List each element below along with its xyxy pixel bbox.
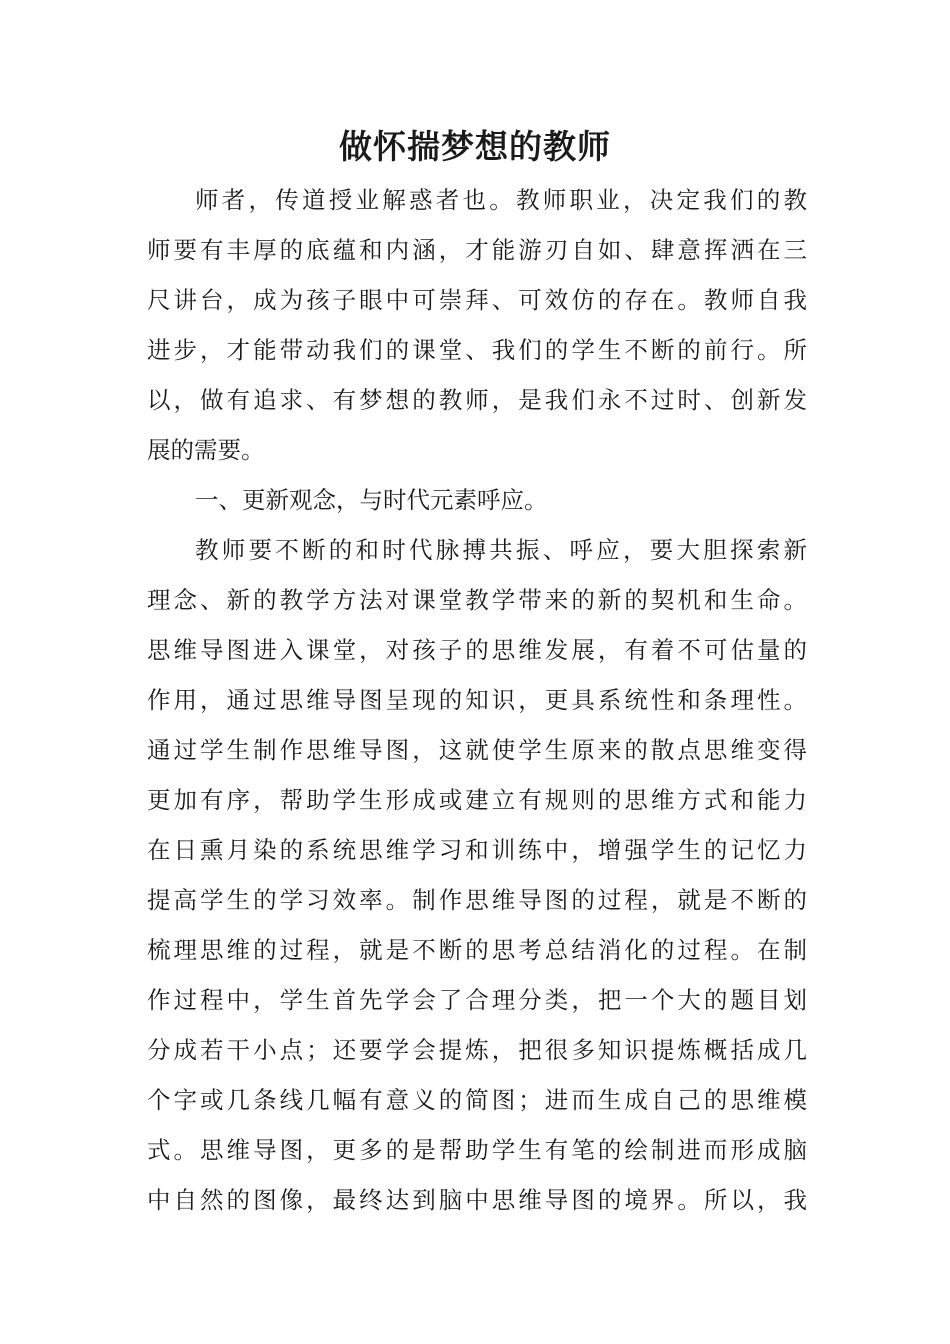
paragraph-line: 中自然的图像，最终达到脑中思维导图的境界。所以，我 — [147, 1186, 807, 1214]
section-heading: 一、更新观念，与时代元素呼应。 — [195, 486, 548, 514]
paragraph-line: 作用，通过思维导图呈现的知识，更具系统性和条理性。 — [147, 686, 807, 714]
paragraph-line: 师要有丰厚的底蕴和内涵，才能游刃自如、肆意挥洒在三 — [147, 236, 807, 264]
paragraph-line: 教师要不断的和时代脉搏共振、呼应，要大胆探索新 — [195, 536, 807, 564]
paragraph-line: 师者，传道授业解惑者也。教师职业，决定我们的教 — [195, 186, 807, 214]
paragraph-line: 以，做有追求、有梦想的教师，是我们永不过时、创新发 — [147, 386, 807, 414]
paragraph-line: 思维导图进入课堂，对孩子的思维发展，有着不可估量的 — [147, 636, 807, 664]
paragraph-line: 在日熏月染的系统思维学习和训练中，增强学生的记忆力 — [147, 836, 807, 864]
paragraph-line: 提高学生的学习效率。制作思维导图的过程，就是不断的 — [147, 886, 807, 914]
paragraph-line: 理念、新的教学方法对课堂教学带来的新的契机和生命。 — [147, 586, 807, 614]
paragraph-line: 进步，才能带动我们的课堂、我们的学生不断的前行。所 — [147, 336, 807, 364]
paragraph-line: 尺讲台，成为孩子眼中可崇拜、可效仿的存在。教师自我 — [147, 286, 807, 314]
paragraph-line: 通过学生制作思维导图，这就使学生原来的散点思维变得 — [147, 736, 807, 764]
document-title: 做怀揣梦想的教师 — [339, 127, 611, 166]
paragraph-line: 梳理思维的过程，就是不断的思考总结消化的过程。在制 — [147, 936, 807, 964]
paragraph-line: 分成若干小点；还要学会提炼，把很多知识提炼概括成几 — [147, 1036, 807, 1064]
paragraph-line: 个字或几条线几幅有意义的简图；进而生成自己的思维模 — [147, 1086, 807, 1114]
paragraph-line: 展的需要。 — [147, 436, 265, 464]
paragraph-line: 式。思维导图，更多的是帮助学生有笔的绘制进而形成脑 — [147, 1136, 807, 1164]
paragraph-line: 作过程中，学生首先学会了合理分类，把一个大的题目划 — [147, 986, 807, 1014]
paragraph-line: 更加有序，帮助学生形成或建立有规则的思维方式和能力 — [147, 786, 807, 814]
